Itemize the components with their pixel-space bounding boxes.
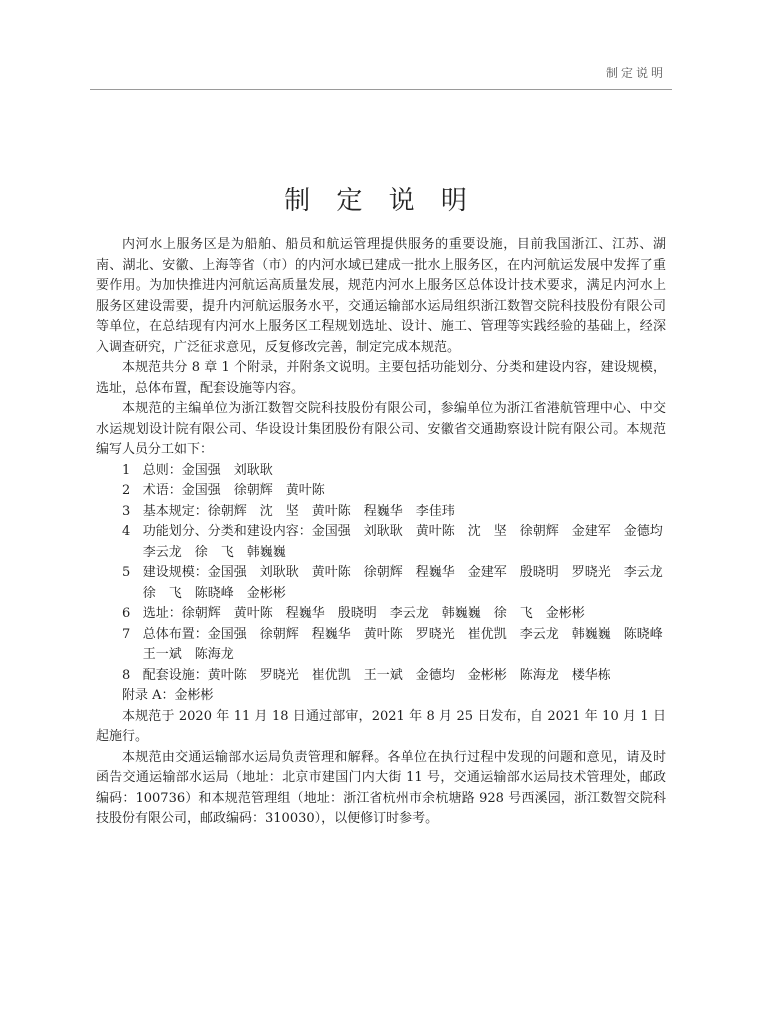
list-item xyxy=(96,604,666,625)
item-number: 6 xyxy=(122,606,131,621)
item-text: 术语：金国强 徐朝辉 黄叶陈 xyxy=(142,483,325,498)
item-number: 1 xyxy=(122,462,131,478)
paragraph-intro: 内河水上服务区是为船舶、船员和航运管理提供服务的重要设施，目前我国浙江、江苏、湖南、湖北、安徽、上海等省（市）的内河水域已建成一批水上服务区，在内河航运发展中发挥了重要作用。为加快推进内河航运高质量发展，规范内河水上服务区总体设计技术要求，满足内河水上服务区建设需要，提升内河航运服务水平，交通运输部水运局组织浙江数智交院科技股份有限公司等单位，在总结现有内河水上服务区工程规划选址、设计、施工、管理等实践经验的基础上，经深入调查研究，广泛征求意见，反复修改完善，制定完成本规范。 xyxy=(96,237,666,355)
list-item xyxy=(96,461,666,482)
appendix-line: 附录 A：金彬彬 xyxy=(122,688,214,703)
item-text: 建设规模：金国强 刘耿耿 黄叶陈 徐朝辉 程巍华 金建军 殷晓明 罗晓光 李云龙 徐 飞 陈晓峰 金彬彬 xyxy=(142,565,676,601)
item-number: 2 xyxy=(122,483,131,498)
item-number: 8 xyxy=(122,667,131,683)
body-text xyxy=(96,235,676,830)
item-text: 选址：徐朝辉 黄叶陈 程巍华 殷晓明 李云龙 韩巍巍 徐 飞 金彬彬 xyxy=(142,606,585,621)
list-item xyxy=(96,502,666,523)
running-header: 制定说明 xyxy=(605,66,666,80)
header-rule xyxy=(90,89,672,90)
list-item xyxy=(96,522,676,563)
item-text: 配套设施：黄叶陈 罗晓光 崔优凯 王一斌 金德均 金彬彬 陈海龙 楼华栋 xyxy=(142,667,611,683)
paragraph-effective-date: 本规范于 2020 年 11 月 18 日通过部审，2021 年 8 月 25 日发布，自 2021 年 10 月 1 日起施行。 xyxy=(96,708,666,744)
assignment-list xyxy=(96,461,676,687)
paragraph-structure: 本规范共分 8 章 1 个附录，并附条文说明。主要包括功能划分、分类和建设内容，建设规模，选址，总体布置，配套设施等内容。 xyxy=(96,360,666,396)
item-number: 3 xyxy=(122,503,131,519)
page-title: 制 定 说 明 xyxy=(284,186,476,216)
item-text: 总体布置：金国强 徐朝辉 程巍华 黄叶陈 罗晓光 崔优凯 李云龙 韩巍巍 陈晓峰 王一斌 陈海龙 xyxy=(142,626,676,662)
paragraph-units: 本规范的主编单位为浙江数智交院科技股份有限公司，参编单位为浙江省港航管理中心、中交水运规划设计院有限公司、华设设计集团股份有限公司、安徽省交通勘察设计院有限公司。本规范编写人员分工如下： xyxy=(96,401,666,457)
item-number: 5 xyxy=(122,565,131,580)
paragraph-contact: 本规范由交通运输部水运局负责管理和解释。各单位在执行过程中发现的问题和意见，请及时函告交通运输部水运局（地址：北京市建国门内大街 11 号，交通运输部水运局技术管理处，邮政编码：100736）和本规范管理组（地址：浙江省杭州市余杭塘路 928 号西溪园，浙江数智交院科技股份有限公司，邮政编码：310030），以便修订时参考。 xyxy=(96,749,666,826)
item-text: 功能划分、分类和建设内容：金国强 刘耿耿 黄叶陈 沈 坚 徐朝辉 金建军 金德均 李云龙 徐 飞 韩巍巍 xyxy=(142,524,676,560)
item-number: 7 xyxy=(122,626,131,642)
item-text: 总则：金国强 刘耿耿 xyxy=(142,462,273,478)
list-item xyxy=(96,481,666,502)
list-item xyxy=(96,666,666,687)
item-text: 基本规定：徐朝辉 沈 坚 黄叶陈 程巍华 李佳玮 xyxy=(142,503,455,519)
item-number: 4 xyxy=(122,524,131,539)
list-item xyxy=(96,625,676,666)
list-item xyxy=(96,563,676,604)
